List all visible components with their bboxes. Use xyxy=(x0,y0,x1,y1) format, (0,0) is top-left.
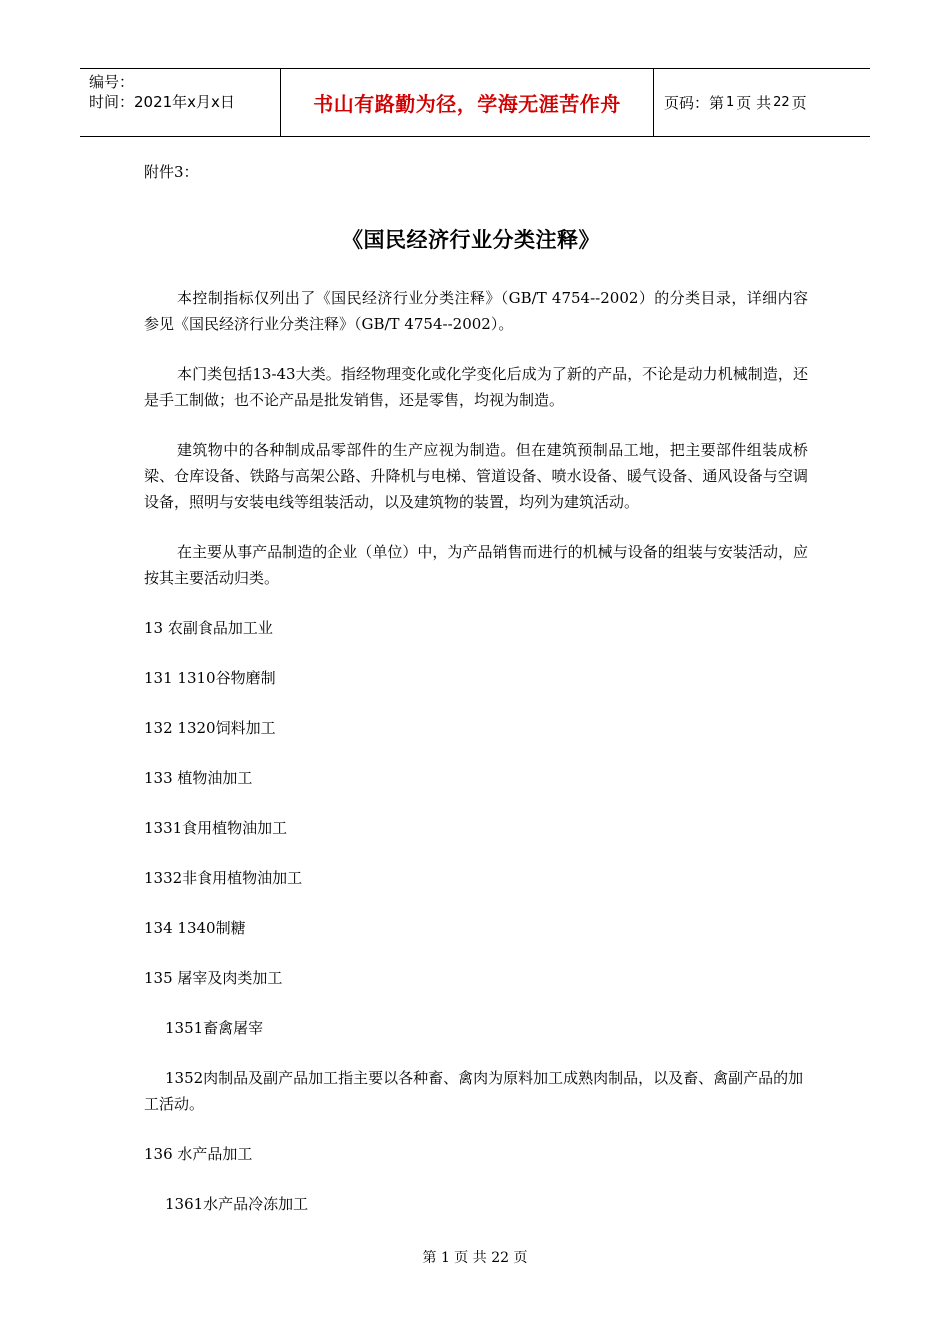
page-footer: 第 1 页 共 22 页 xyxy=(422,1250,528,1266)
page-current: 1 xyxy=(726,95,735,110)
page-code-prefix: 页码：第 xyxy=(664,94,725,112)
document-title: 《国民经济行业分类注释》 xyxy=(342,227,600,252)
paragraph: 建筑物中的各种制成品零部件的生产应视为制造。但在建筑预制品工地，把主要部件组装成桥梁、仓库设备、铁路与高架公路、升降机与电梯、管道设备、喷水设备、暖气设备、通风设备与空调设备，照明与安装电线等组装活动，以及建筑物的装置，均列为建筑活动。 xyxy=(144,441,808,511)
header-meta xyxy=(80,69,281,136)
category-item: 131 1310谷物磨制 xyxy=(144,669,276,687)
attachment-label: 附件3： xyxy=(144,163,199,181)
document-body xyxy=(144,150,808,1217)
category-item: 1352肉制品及副产品加工指主要以各种畜、禽肉为原料加工成熟肉制品，以及畜、禽副产品的加工活动。 xyxy=(144,1069,804,1113)
paragraph: 在主要从事产品制造的企业（单位）中，为产品销售而进行的机械与设备的组装与安装活动，应按其主要活动归类。 xyxy=(144,543,808,587)
category-item: 134 1340制糖 xyxy=(144,919,246,937)
paragraph: 本控制指标仅列出了《国民经济行业分类注释》（GB/T 4754--2002）的分类目录，详细内容参见《国民经济行业分类注释》（GB/T 4754--2002）。 xyxy=(144,289,808,333)
category-item: 133 植物油加工 xyxy=(144,769,253,787)
paragraph: 本门类包括13-43大类。指经物理变化或化学变化后成为了新的产品，不论是动力机械制造，还是手工制做；也不论产品是批发销售，还是零售，均视为制造。 xyxy=(144,365,808,409)
page-header xyxy=(80,68,870,137)
header-page-code xyxy=(654,69,870,136)
category-item: 1331食用植物油加工 xyxy=(144,819,288,837)
category-item: 135 屠宰及肉类加工 xyxy=(144,969,283,987)
page-total: 22 xyxy=(773,95,790,110)
page-code-mid: 页 共 xyxy=(736,94,772,112)
category-item: 1361水产品冷冻加工 xyxy=(165,1195,309,1213)
category-item: 13 农副食品加工业 xyxy=(144,619,273,637)
category-item: 136 水产品加工 xyxy=(144,1145,253,1163)
category-item: 132 1320饲料加工 xyxy=(144,719,276,737)
doc-number-label: 编号： xyxy=(89,73,135,91)
category-item: 1332非食用植物油加工 xyxy=(144,869,303,887)
page-code-suffix: 页 xyxy=(791,94,807,112)
category-item: 1351畜禽屠宰 xyxy=(165,1019,264,1037)
header-motto: 书山有路勤为径，学海无涯苦作舟 xyxy=(281,69,654,136)
date-label: 时间：2021年x月x日 xyxy=(89,93,235,111)
